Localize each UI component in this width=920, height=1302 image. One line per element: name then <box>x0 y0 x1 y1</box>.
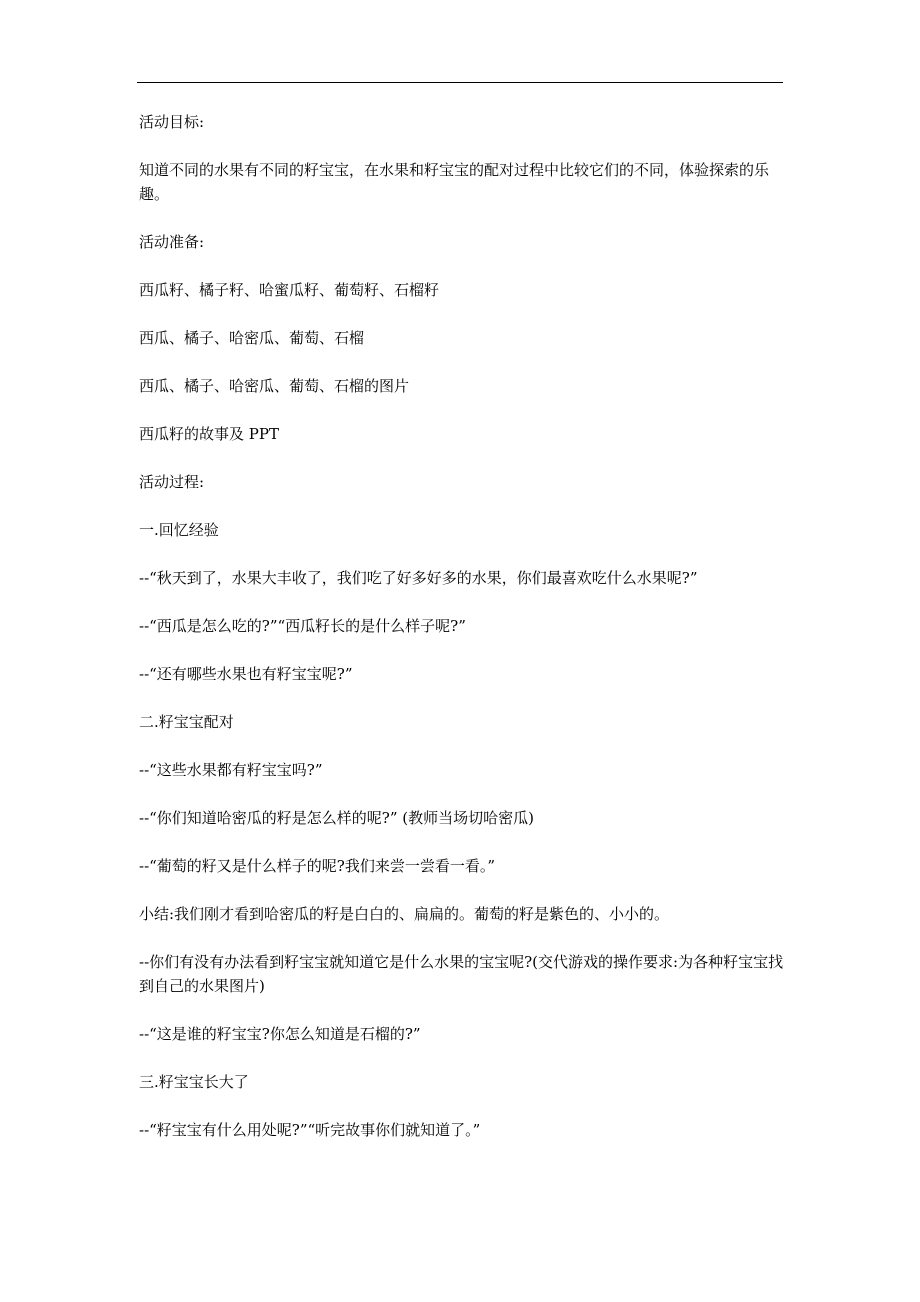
dialogue-line: --“这是谁的籽宝宝?你怎么知道是石榴的?” <box>139 1025 421 1043</box>
dialogue-line: --“还有哪些水果也有籽宝宝呢?” <box>139 665 353 683</box>
document-body <box>139 110 789 1166</box>
section-heading-1: 一.回忆经验 <box>139 521 219 539</box>
preparation-fruits: 西瓜、橘子、哈密瓜、葡萄、石榴 <box>139 329 365 347</box>
preparation-pictures: 西瓜、橘子、哈密瓜、葡萄、石榴的图片 <box>139 377 410 395</box>
dialogue-line: --“西瓜是怎么吃的?”“西瓜籽长的是什么样子呢?” <box>139 617 466 635</box>
section-heading-2: 二.籽宝宝配对 <box>139 713 234 731</box>
dialogue-line: --你们有没有办法看到籽宝宝就知道它是什么水果的宝宝呢?(交代游戏的操作要求:为各种籽宝宝找到自己的水果图片) <box>139 953 784 995</box>
summary-text: 小结:我们刚才看到哈密瓜的籽是白白的、扁扁的。葡萄的籽是紫色的、小小的。 <box>139 905 670 923</box>
preparation-story-ppt: 西瓜籽的故事及 PPT <box>139 425 279 443</box>
dialogue-line: --“这些水果都有籽宝宝吗?” <box>139 761 323 779</box>
dialogue-line: --“秋天到了，水果大丰收了，我们吃了好多好多的水果，你们最喜欢吃什么水果呢?” <box>139 569 698 587</box>
dialogue-line: --“你们知道哈密瓜的籽是怎么样的呢?” (教师当场切哈密瓜) <box>139 809 534 827</box>
header-rule <box>137 82 783 83</box>
heading-activity-goal: 活动目标: <box>139 113 205 131</box>
heading-activity-preparation: 活动准备: <box>139 233 205 251</box>
heading-activity-process: 活动过程: <box>139 473 205 491</box>
goal-text: 知道不同的水果有不同的籽宝宝，在水果和籽宝宝的配对过程中比较它们的不同，体验探索的乐趣。 <box>139 161 770 203</box>
dialogue-line: --“葡萄的籽又是什么样子的呢?我们来尝一尝看一看。” <box>139 857 496 875</box>
section-heading-3: 三.籽宝宝长大了 <box>139 1073 249 1091</box>
preparation-seeds: 西瓜籽、橘子籽、哈蜜瓜籽、葡萄籽、石榴籽 <box>139 281 440 299</box>
dialogue-line: --“籽宝宝有什么用处呢?”“听完故事你们就知道了。” <box>139 1121 481 1139</box>
